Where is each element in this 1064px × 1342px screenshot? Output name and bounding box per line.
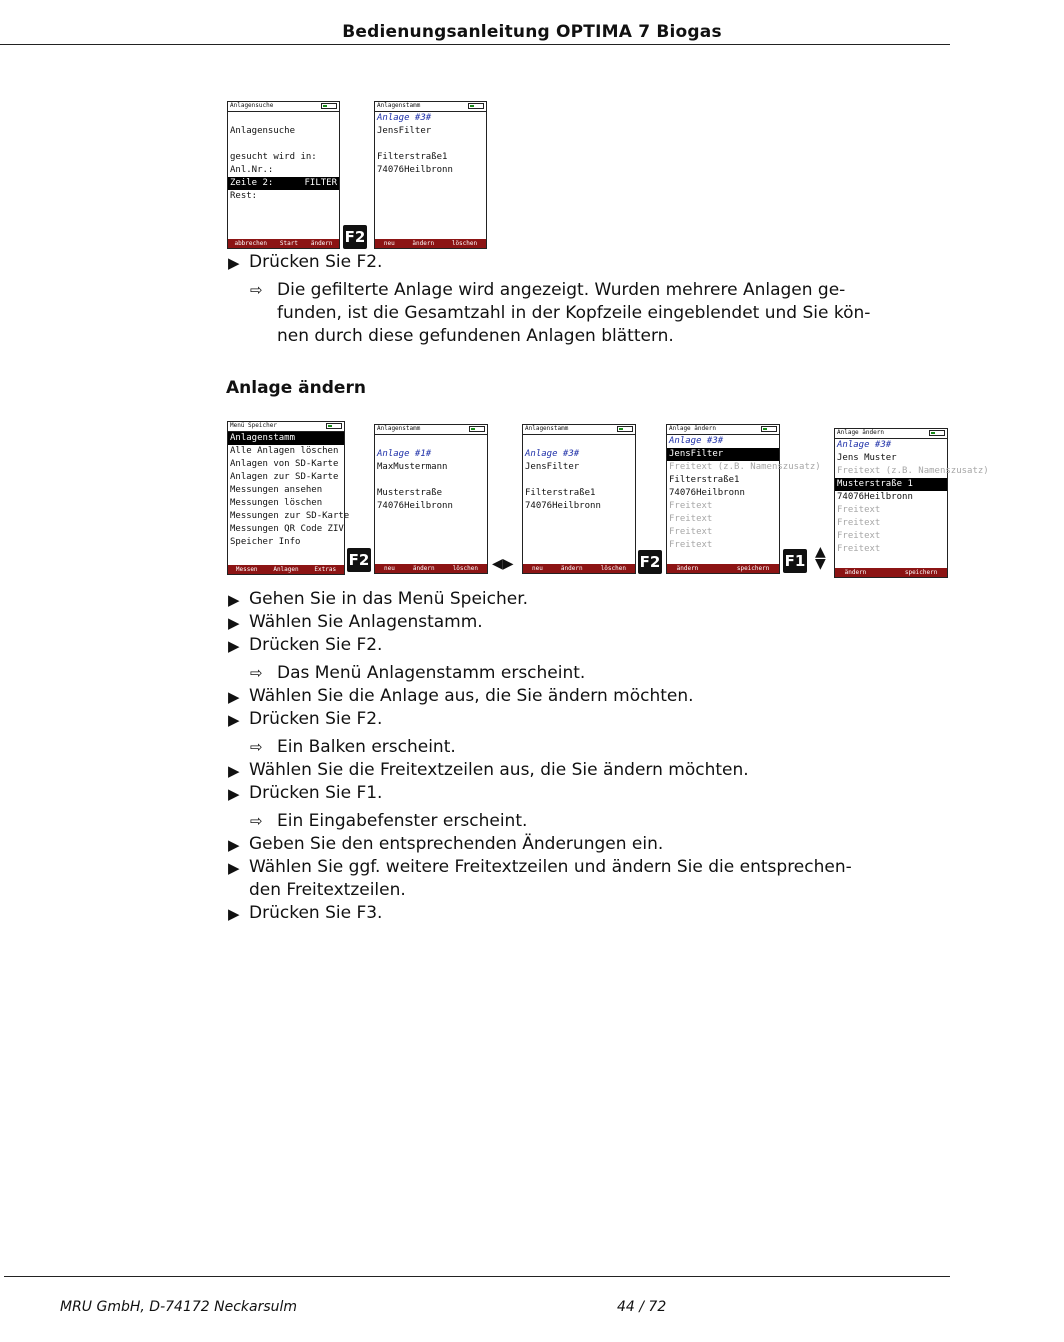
header-divider xyxy=(0,44,950,45)
screen-line: Anlagen von SD-Karte xyxy=(230,459,339,469)
step-text: Wählen Sie die Freitextzeilen aus, die Sie ändern möchten. xyxy=(249,760,749,780)
battery-icon xyxy=(929,430,945,436)
device-screen-menu-speicher xyxy=(227,421,350,575)
function-key-bar xyxy=(667,564,779,573)
screen-title xyxy=(228,422,344,432)
footer-company: MRU GmbH, D-74172 Neckarsulm xyxy=(60,1299,298,1315)
screen-title-text: Anlagensuche xyxy=(230,102,274,109)
triangle-right-icon: ▶ xyxy=(228,254,240,272)
screen-line xyxy=(375,435,487,448)
triangle-right-icon: ▶ xyxy=(228,711,240,729)
screen-line: Rest: xyxy=(230,191,258,201)
screen-line xyxy=(228,138,339,151)
screen-line: Anlage #3# xyxy=(669,436,724,446)
screen-line: 74076Heilbronn xyxy=(377,165,453,175)
screen-title-text: Menü Speicher xyxy=(230,422,277,429)
triangle-right-icon: ▶ xyxy=(228,614,240,632)
triangle-right-icon: ▶ xyxy=(228,688,240,706)
screen-line: Anlage #1# xyxy=(377,449,432,459)
step-text: Wählen Sie die Anlage aus, die Sie ändern möchten. xyxy=(249,686,694,706)
device-screen-anlagenstamm xyxy=(522,424,636,574)
screen-line: Anlage #3# xyxy=(837,440,892,450)
result-text: Die gefilterte Anlage wird angezeigt. Wurden mehrere Anlagen ge- xyxy=(277,280,846,300)
result-text: funden, ist die Gesamtzahl in der Kopfzeile eingeblendet und Sie kön- xyxy=(277,303,871,323)
screen-line-value: FILTER xyxy=(304,178,337,188)
battery-icon xyxy=(469,426,485,432)
fkey-label: Start xyxy=(279,240,298,247)
screen-line-selected: Anlagenstamm xyxy=(228,432,344,445)
screen-line: Speicher Info xyxy=(230,537,301,547)
screen-line xyxy=(228,112,339,125)
screen-line: Freitext xyxy=(669,501,713,511)
fkey-label: neu xyxy=(384,565,395,572)
result-text: Ein Balken erscheint. xyxy=(277,737,456,757)
f2-key-icon: F2 xyxy=(343,225,367,249)
device-screen-anlagenstamm xyxy=(374,101,487,249)
fkey-label: ändern xyxy=(676,565,699,572)
screen-line: Alle Anlagen löschen xyxy=(230,446,339,456)
function-key-bar xyxy=(375,239,486,248)
fkey-label: ändern xyxy=(844,569,867,576)
screen-line: Messungen zur SD-Karte xyxy=(230,511,350,521)
triangle-right-icon: ▶ xyxy=(228,762,240,780)
hollow-arrow-right-icon: ⇨ xyxy=(250,664,263,682)
result-text: Das Menü Anlagenstamm erscheint. xyxy=(277,663,586,683)
screen-line: Musterstraße xyxy=(377,488,443,498)
screen-line: Freitext xyxy=(669,540,713,550)
step-text: Wählen Sie Anlagenstamm. xyxy=(249,612,483,632)
result-text: nen durch diese gefundenen Anlagen blättern. xyxy=(277,326,674,346)
triangle-right-icon: ▶ xyxy=(228,637,240,655)
fkey-label: löschen xyxy=(452,565,478,572)
function-key-bar xyxy=(375,564,487,573)
triangle-right-icon: ▶ xyxy=(228,785,240,803)
screen-line: Freitext xyxy=(669,527,713,537)
screen-line: 74076Heilbronn xyxy=(669,488,745,498)
hollow-arrow-right-icon: ⇨ xyxy=(250,812,263,830)
battery-icon xyxy=(617,426,633,432)
footer-page-number: 44 / 72 xyxy=(617,1299,667,1315)
screen-line: Anlagensuche xyxy=(230,126,296,136)
screen-line: Anlage #3# xyxy=(377,113,432,123)
screen-line: 74076Heilbronn xyxy=(525,501,601,511)
screen-line: 74076Heilbronn xyxy=(377,501,453,511)
function-key-bar xyxy=(523,564,635,573)
screen-title xyxy=(835,429,947,439)
screen-line xyxy=(523,474,635,487)
screen-title-text: Anlage ändern xyxy=(669,425,716,432)
screen-line: JensFilter xyxy=(377,126,432,136)
battery-icon xyxy=(321,103,337,109)
fkey-label: Messen xyxy=(235,566,258,573)
battery-icon xyxy=(468,103,484,109)
fkey-label: ändern xyxy=(412,240,435,247)
fkey-label: neu xyxy=(532,565,543,572)
screen-line: Messungen ansehen xyxy=(230,485,323,495)
f1-key-icon: F1 xyxy=(783,549,807,573)
triangle-right-icon: ▶ xyxy=(228,591,240,609)
up-down-arrows-icon: ▲ ▼ xyxy=(815,544,826,572)
device-screen-anlagenstamm xyxy=(374,424,488,574)
screen-line: Freitext xyxy=(837,531,881,541)
screen-title xyxy=(375,102,486,112)
step-text: Drücken Sie F3. xyxy=(249,903,383,923)
screen-line: Jens Muster xyxy=(837,453,897,463)
step-text: Geben Sie den entsprechenden Änderungen ein. xyxy=(249,834,664,854)
screen-title xyxy=(228,102,339,112)
screen-line: Anl.Nr.: xyxy=(230,165,274,175)
screen-line xyxy=(523,435,635,448)
f2-key-icon: F2 xyxy=(347,548,371,572)
fkey-label: abbrechen xyxy=(234,240,267,247)
screen-line: Messungen QR Code ZIV xyxy=(230,524,344,534)
page-header-title: Bedienungsanleitung OPTIMA 7 Biogas xyxy=(342,22,722,42)
step-text: Drücken Sie F2. xyxy=(249,252,383,272)
triangle-right-icon: ▶ xyxy=(228,836,240,854)
function-key-bar xyxy=(228,565,344,574)
battery-icon xyxy=(326,423,342,429)
screen-line: Freitext (z.B. Namenszusatz) xyxy=(669,462,821,472)
screen-line: Freitext xyxy=(837,518,881,528)
fkey-label: Anlagen xyxy=(273,566,299,573)
step-text: Wählen Sie ggf. weitere Freitextzeilen und ändern Sie die entsprechen- xyxy=(249,857,852,877)
function-key-bar xyxy=(228,239,339,248)
screen-line: Freitext xyxy=(669,514,713,524)
section-heading: Anlage ändern xyxy=(226,378,366,398)
step-text: Gehen Sie in das Menü Speicher. xyxy=(249,589,529,609)
f2-key-icon: F2 xyxy=(638,550,662,574)
screen-line: Filterstraße1 xyxy=(377,152,448,162)
screen-line: Freitext xyxy=(837,544,881,554)
fkey-label: ändern xyxy=(310,240,333,247)
screen-line-label: Zeile 2: xyxy=(230,178,274,188)
screen-line: gesucht wird in: xyxy=(230,152,317,162)
step-text-continuation: den Freitextzeilen. xyxy=(249,880,406,900)
step-text: Drücken Sie F2. xyxy=(249,635,383,655)
left-right-arrows-icon: ◀▶ xyxy=(492,556,514,572)
screen-title-text: Anlagenstamm xyxy=(377,102,421,109)
screen-title-text: Anlagenstamm xyxy=(377,425,421,432)
screen-line: JensFilter xyxy=(525,462,580,472)
fkey-label: Extras xyxy=(314,566,337,573)
screen-line-selected: Musterstraße 1 xyxy=(835,478,947,491)
screen-line: Anlage #3# xyxy=(525,449,580,459)
screen-line: Filterstraße1 xyxy=(669,475,740,485)
fkey-label: ändern xyxy=(560,565,583,572)
screen-line: Freitext xyxy=(837,505,881,515)
screen-line: MaxMustermann xyxy=(377,462,448,472)
screen-line-selected xyxy=(228,177,339,190)
hollow-arrow-right-icon: ⇨ xyxy=(250,738,263,756)
fkey-label: löschen xyxy=(600,565,626,572)
screen-title-text: Anlage ändern xyxy=(837,429,884,436)
screen-line: Anlagen zur SD-Karte xyxy=(230,472,339,482)
fkey-label: ändern xyxy=(412,565,435,572)
screen-line: 74076Heilbronn xyxy=(837,492,913,502)
step-text: Drücken Sie F1. xyxy=(249,783,383,803)
fkey-label: speichern xyxy=(736,565,770,572)
step-text: Drücken Sie F2. xyxy=(249,709,383,729)
device-screen-anlagensuche xyxy=(227,101,340,249)
screen-title xyxy=(667,425,779,435)
screen-line xyxy=(375,474,487,487)
function-key-bar xyxy=(835,568,947,577)
screen-title-text: Anlagenstamm xyxy=(525,425,569,432)
screen-title xyxy=(375,425,487,435)
battery-icon xyxy=(761,426,777,432)
result-text: Ein Eingabefenster erscheint. xyxy=(277,811,528,831)
triangle-right-icon: ▶ xyxy=(228,905,240,923)
footer-divider xyxy=(4,1276,950,1277)
screen-line: Freitext (z.B. Namenszusatz) xyxy=(837,466,989,476)
device-screen-anlage-aendern xyxy=(834,428,989,578)
fkey-label: löschen xyxy=(451,240,478,247)
triangle-right-icon: ▶ xyxy=(228,859,240,877)
screen-line xyxy=(375,138,486,151)
hollow-arrow-right-icon: ⇨ xyxy=(250,281,263,299)
screen-line: Messungen löschen xyxy=(230,498,323,508)
screen-line: Filterstraße1 xyxy=(525,488,596,498)
screen-title xyxy=(523,425,635,435)
fkey-label: speichern xyxy=(904,569,938,576)
fkey-label: neu xyxy=(383,240,395,247)
screen-line-selected: JensFilter xyxy=(667,448,779,461)
